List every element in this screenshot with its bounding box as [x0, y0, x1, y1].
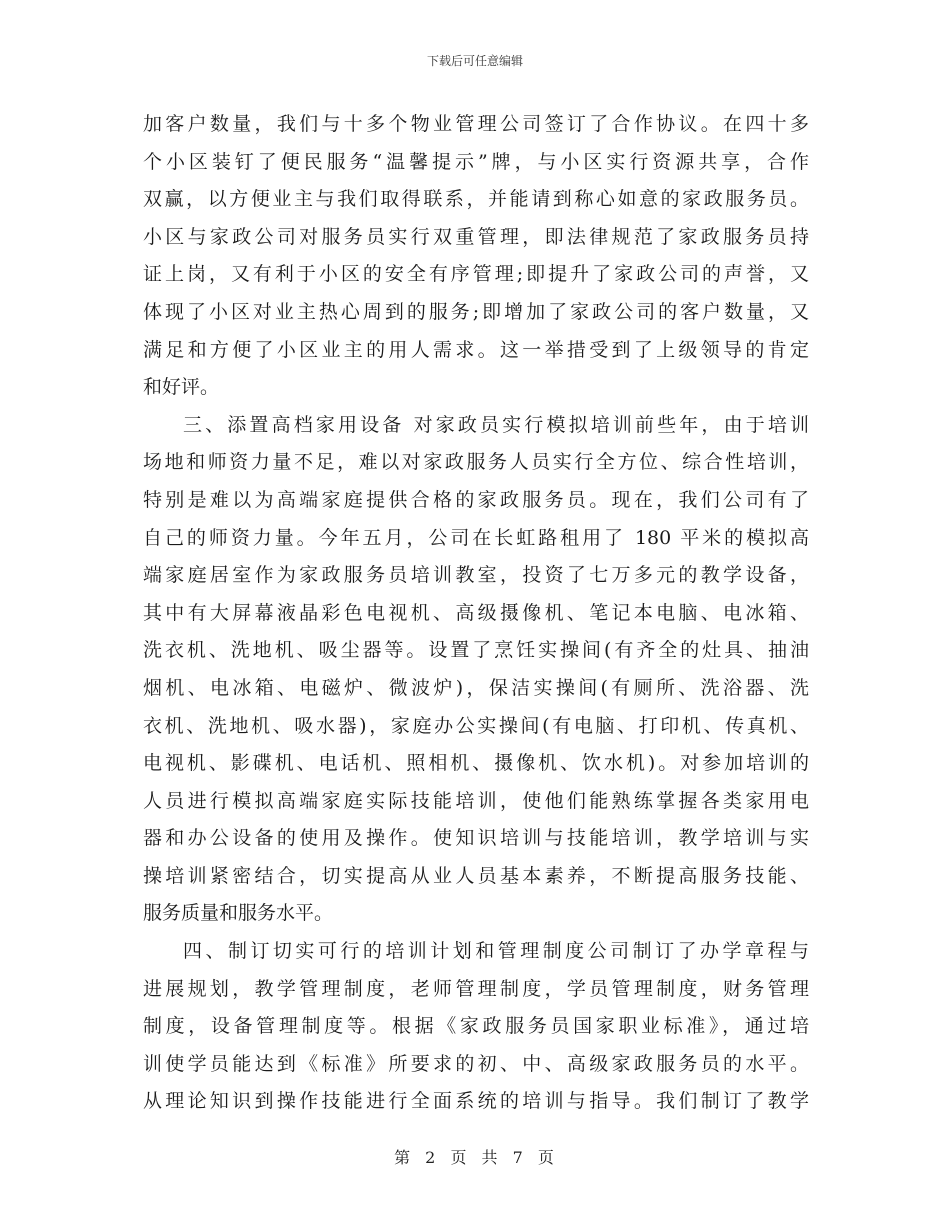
text-line: 烟机、电冰箱、电磁炉、微波炉)，保洁实操间(有厕所、洗浴器、洗 [143, 676, 809, 699]
text-line: 器和办公设备的使用及操作。使知识培训与技能培训，教学培训与实 [143, 827, 809, 850]
text-line: 电视机、影碟机、电话机、照相机、摄像机、饮水机)。对参加培训的 [143, 752, 809, 775]
text-line: 其中有大屏幕液晶彩色电视机、高级摄像机、笔记本电脑、电冰箱、 [143, 601, 809, 624]
text-line: 从理论知识到操作技能进行全面系统的培训与指导。我们制订了教学 [143, 1090, 809, 1113]
text-line: 特别是难以为高端家庭提供合格的家政服务员。现在，我们公司有了 [143, 488, 809, 511]
text-line: 双赢，以方便业主与我们取得联系，并能请到称心如意的家政服务员。 [143, 188, 809, 211]
page-number: 第 2 页 共 7 页 [394, 1148, 556, 1167]
text-line: 人员进行模拟高端家庭实际技能培训，使他们能熟练掌握各类家用电 [143, 789, 809, 812]
text-line: 满足和方便了小区业主的用人需求。这一举措受到了上级领导的肯定 [143, 338, 809, 361]
text-line: 训使学员能达到《标准》所要求的初、中、高级家政服务员的水平。 [143, 1052, 809, 1075]
text-line: 个小区装钉了便民服务“温馨提示”牌，与小区实行资源共享，合作 [143, 150, 809, 173]
page-header: 下载后可任意编辑 [426, 54, 523, 68]
text-line: 和好评。 [143, 376, 220, 399]
text-line: 加客户数量，我们与十多个物业管理公司签订了合作协议。在四十多 [143, 113, 809, 135]
text-line: 端家庭居室作为家政服务员培训教室，投资了七万多元的教学设备， [143, 564, 809, 587]
document-body [143, 106, 809, 1121]
text-line: 四、制订切实可行的培训计划和管理制度公司制订了办学章程与 [183, 940, 809, 963]
text-line: 小区与家政公司对服务员实行双重管理，即法律规范了家政服务员持 [143, 225, 809, 248]
text-line: 服务质量和服务水平。 [143, 902, 334, 925]
text-line: 三、添置高档家用设备 对家政员实行模拟培训前些年，由于培训 [183, 413, 809, 436]
paragraph-2 [143, 407, 809, 933]
text-line: 进展规划，教学管理制度，老师管理制度，学员管理制度，财务管理 [143, 977, 809, 1000]
paragraph-1 [143, 106, 809, 407]
text-line: 衣机、洗地机、吸水器)，家庭办公实操间(有电脑、打印机、传真机、 [143, 714, 809, 737]
text-line: 证上岗，又有利于小区的安全有序管理;即提升了家政公司的声誉，又 [143, 263, 809, 286]
text-line: 洗衣机、洗地机、吸尘器等。设置了烹饪实操间(有齐全的灶具、抽油 [143, 639, 809, 662]
text-line: 场地和师资力量不足，难以对家政服务人员实行全方位、综合性培训， [143, 451, 809, 474]
paragraph-3 [143, 933, 809, 1121]
text-line: 自己的师资力量。今年五月，公司在长虹路租用了 180 平米的模拟高 [143, 526, 809, 549]
text-line: 体现了小区对业主热心周到的服务;即增加了家政公司的客户数量，又 [143, 300, 809, 323]
text-line: 制度，设备管理制度等。根据《家政服务员国家职业标准》，通过培 [143, 1015, 809, 1038]
text-line: 操培训紧密结合，切实提高从业人员基本素养，不断提高服务技能、 [143, 864, 809, 887]
